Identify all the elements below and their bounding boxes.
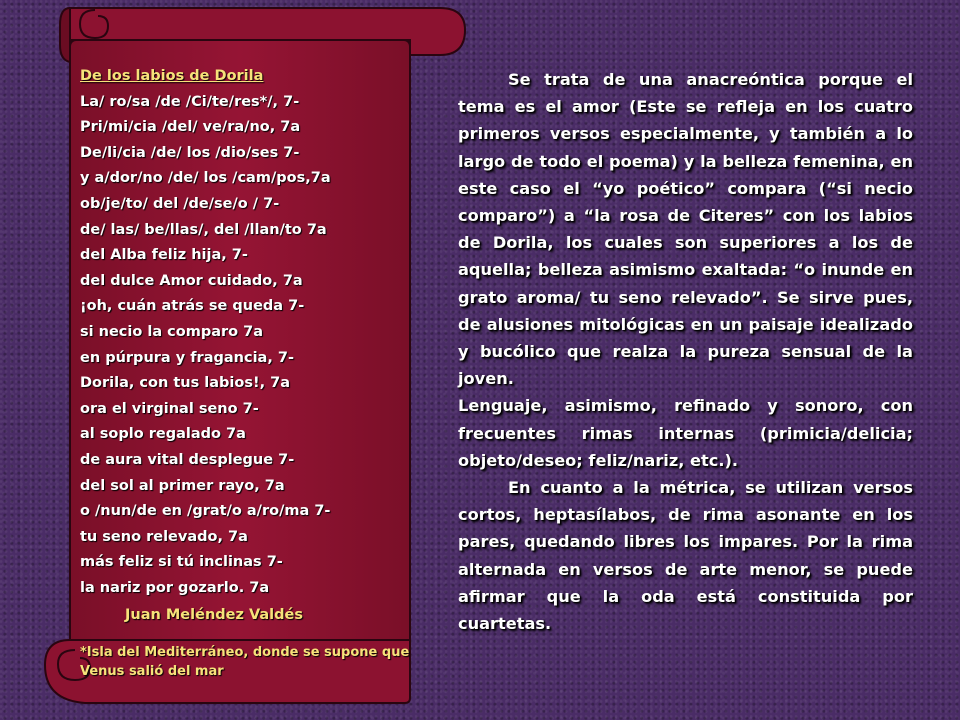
poem-line: ora el virginal seno 7- [80,400,259,417]
poem-author: Juan Meléndez Valdés [125,607,303,624]
poem-line: y a/dor/no /de/ los /cam/pos,7a [80,170,331,187]
poem-line: de aura vital desplegue 7- [80,451,295,468]
poem-block [80,64,410,681]
poem-line: ob/je/to/ del /de/se/o / 7- [80,195,280,212]
commentary-paragraph: En cuanto a la métrica, se utilizan versos cortos, heptasílabos, de rima asonante en los pares, quedando libres los impares. Por la rima alternada en versos de arte menor, se puede afirmar que la oda está constituida por cuartetas. [458,478,913,634]
poem-line: en púrpura y fragancia, 7- [80,349,294,366]
poem-line: Dorila, con tus labios!, 7a [80,375,291,392]
commentary-paragraph: Se trata de una anacreóntica porque el tema es el amor (Este se refleja en los cuatro primeros versos especialmente, y también a lo largo de todo el poema) y la belleza femenina, en este caso el “yo poético” compara (“si necio comparo”) a “la rosa de Citeres” con los labios de Dorila, los cuales son superiores a los de aquella; belleza asimismo exaltada: “o inunde en grato aroma/ tu seno relevado”. Se sirve pues, de alusiones mitológicas en un paisaje idealizado y bucólico que realza la pureza sensual de la joven. [458,70,913,389]
commentary-block [458,66,913,637]
poem-line: La/ ro/sa /de /Ci/te/res*/, 7- [80,93,300,110]
poem-line: o /nun/de en /grat/o a/ro/ma 7- [80,503,331,520]
poem-line: si necio la comparo 7a [80,323,264,340]
poem-line: de/ las/ be/llas/, del /llan/to 7a [80,221,327,238]
poem-line: más feliz si tú inclinas 7- [80,554,283,571]
poem-footnote: *Isla del Mediterráneo, donde se supone que Venus salió del mar [80,645,410,680]
poem-title: De los labios de Dorila [80,68,264,84]
poem-line: De/li/cia /de/ los /dio/ses 7- [80,144,300,161]
poem-line: Pri/mi/cia /del/ ve/ra/no, 7a [80,119,301,136]
poem-line: tu seno relevado, 7a [80,528,248,545]
poem-line: la nariz por gozarlo. 7a [80,579,270,596]
poem-line: ¡oh, cuán atrás se queda 7- [80,298,305,315]
poem-line: del dulce Amor cuidado, 7a [80,272,303,289]
poem-line: del Alba feliz hija, 7- [80,247,248,264]
poem-line: del sol al primer rayo, 7a [80,477,285,494]
commentary-paragraph: Lenguaje, asimismo, refinado y sonoro, con frecuentes rimas internas (primicia/delicia; objeto/deseo; feliz/nariz, etc.). [458,396,913,470]
poem-line: al soplo regalado 7a [80,426,246,443]
